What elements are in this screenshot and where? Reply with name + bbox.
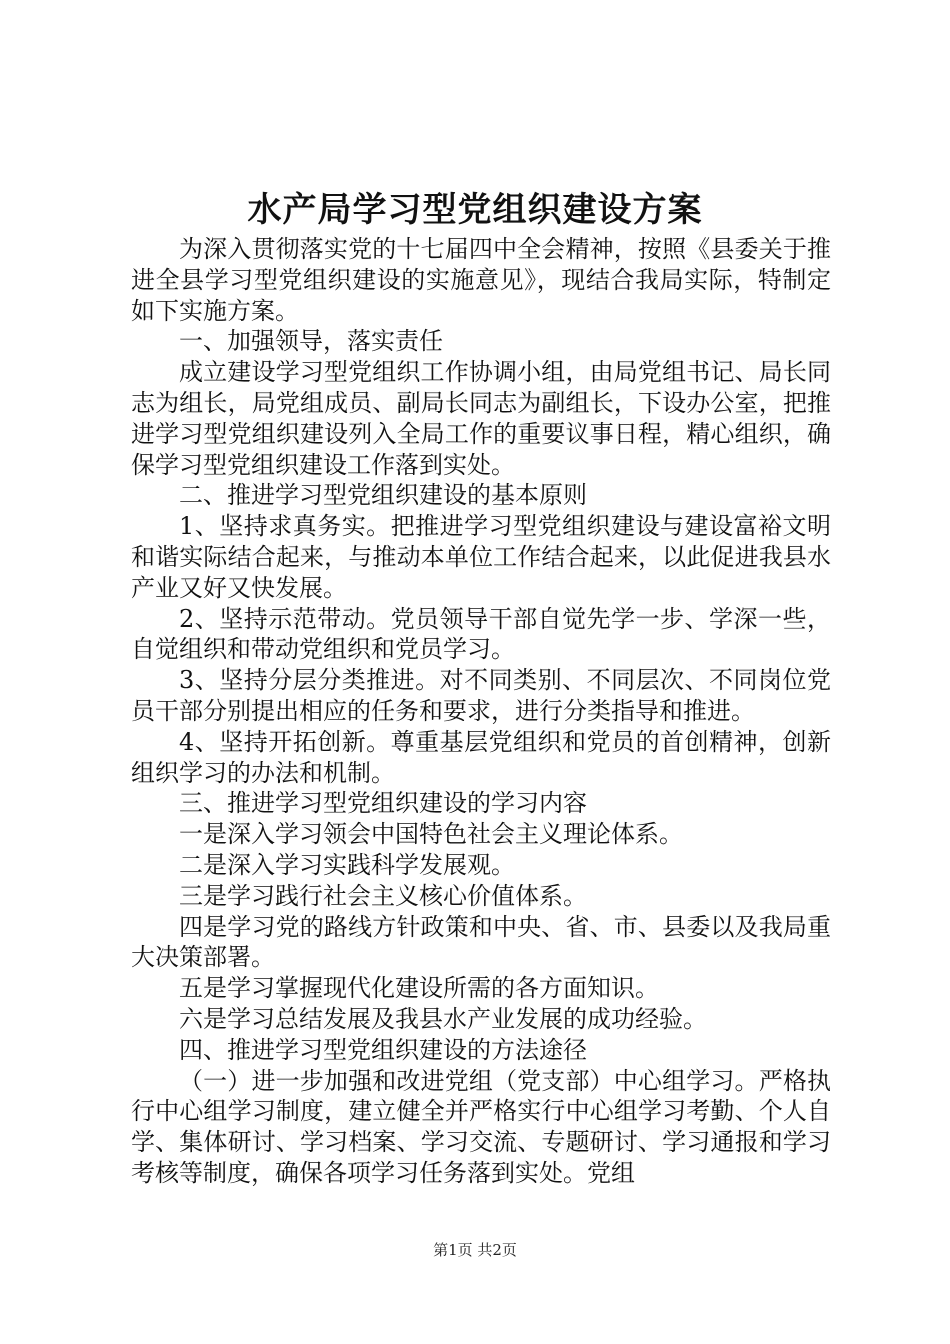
page-footer: 第1页 共2页 (433, 1241, 517, 1259)
method-item-1: （一）进一步加强和改进党组（党支部）中心组学习。严格执行中心组学习制度，建立健全并严格实行中心组学习考勤、个人自学、集体研讨、学习档案、学习交流、专题研讨、学习通报和学习考核等制度，确保各项学习任务落到实处。党组 (131, 1066, 831, 1187)
paragraph-intro: 为深入贯彻落实党的十七届四中全会精神，按照《县委关于推进全县学习型党组织建设的实施意见》，现结合我局实际，特制定如下实施方案。 (131, 235, 831, 325)
content-item-3: 三是学习践行社会主义核心价值体系。 (179, 881, 587, 910)
principle-item-4: 4、坚持开拓创新。尊重基层党组织和党员的首创精神，创新组织学习的办法和机制。 (131, 727, 831, 787)
document-title: 水产局学习型党组织建设方案 (247, 190, 703, 230)
section-heading-1: 一、加强领导，落实责任 (179, 327, 443, 356)
section-heading-2: 二、推进学习型党组织建设的基本原则 (179, 481, 587, 510)
paragraph-leadership: 成立建设学习型党组织工作协调小组，由局党组书记、局长同志为组长，局党组成员、副局长同志为副组长，下设办公室，把推进学习型党组织建设列入全局工作的重要议事日程，精心组织，确保学习型党组织建设工作落到实处。 (131, 358, 831, 479)
document-body (131, 234, 831, 1189)
section-heading-3: 三、推进学习型党组织建设的学习内容 (179, 789, 587, 818)
section-heading-4: 四、推进学习型党组织建设的方法途径 (179, 1035, 587, 1064)
content-item-5: 五是学习掌握现代化建设所需的各方面知识。 (179, 974, 659, 1003)
principle-item-3: 3、坚持分层分类推进。对不同类别、不同层次、不同岗位党员干部分别提出相应的任务和要求，进行分类指导和推进。 (131, 666, 831, 725)
principle-item-2: 2、坚持示范带动。党员领导干部自觉先学一步、学深一些，自觉组织和带动党组织和党员学习。 (131, 604, 831, 664)
content-item-6: 六是学习总结发展及我县水产业发展的成功经验。 (179, 1004, 707, 1033)
content-item-2: 二是深入学习实践科学发展观。 (179, 850, 515, 879)
content-item-1: 一是深入学习领会中国特色社会主义理论体系。 (179, 820, 683, 849)
content-item-4: 四是学习党的路线方针政策和中央、省、市、县委以及我局重大决策部署。 (131, 912, 831, 972)
principle-item-1: 1、坚持求真务实。把推进学习型党组织建设与建设富裕文明和谐实际结合起来，与推动本单位工作结合起来，以此促进我县水产业又好又快发展。 (131, 512, 831, 602)
